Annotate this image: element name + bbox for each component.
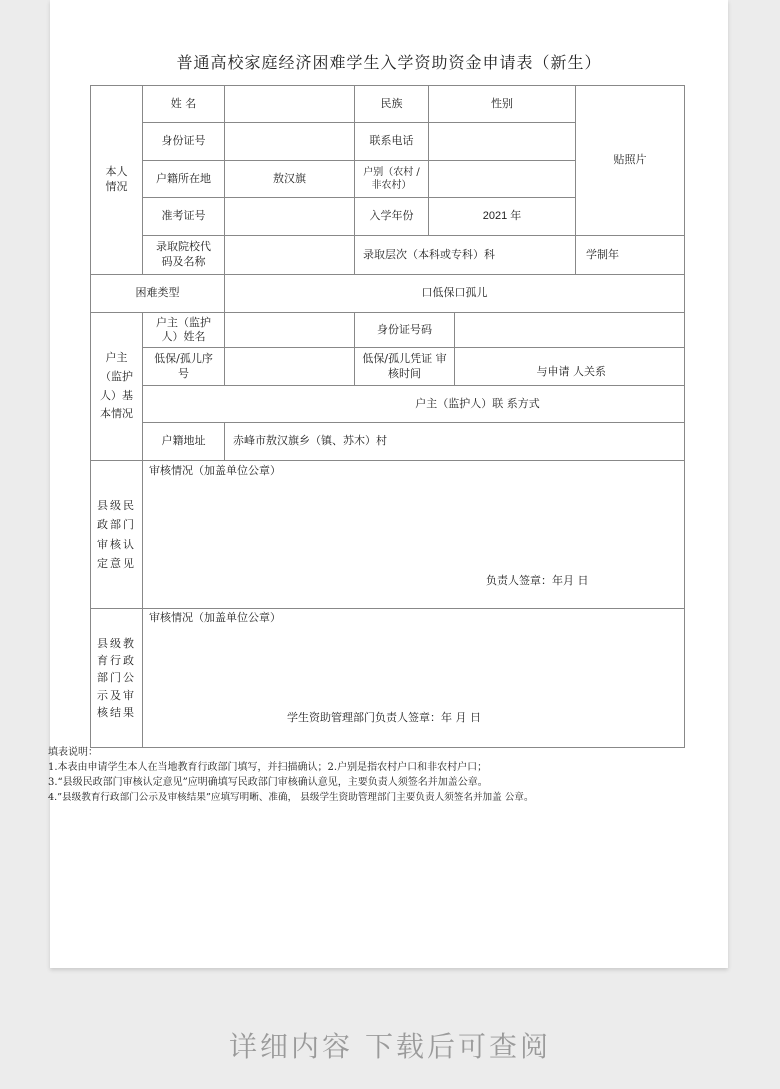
county-civil-label: 县级民政部门审核认定意见	[90, 460, 143, 609]
exam-no-value[interactable]	[224, 197, 355, 236]
school-label: 录取院校代 码及名称	[142, 235, 225, 275]
guardian-contact-row: 户主（监护人）联 系方式	[142, 385, 685, 423]
download-hint: 详细内容 下载后可查阅	[229, 1030, 551, 1063]
id-label: 身份证号	[142, 122, 225, 161]
county-civil-sign-label: 负责人签章：年月 日	[486, 574, 589, 587]
county-edu-review-label: 审核情况（加盖单位公章）	[149, 611, 281, 624]
hukou-location-label: 户籍所在地	[142, 160, 225, 198]
guardian-id-label: 身份证号码	[354, 312, 455, 348]
section-guardian-label: 户主（监护人）基本情况	[90, 312, 143, 461]
hukou-type-value[interactable]	[428, 160, 576, 198]
phone-value[interactable]	[428, 122, 576, 161]
gender-label: 性别	[428, 85, 576, 123]
phone-label: 联系电话	[354, 122, 429, 161]
county-edu-review-box[interactable]	[142, 608, 685, 748]
duration-label: 学制年	[575, 235, 685, 275]
difficulty-label: 困难类型	[90, 274, 225, 313]
county-edu-label: 县级教育行政部门公示及审核结果	[90, 608, 143, 748]
enroll-year-label: 入学年份	[354, 197, 429, 236]
address-value: 赤峰市敖汉旗乡（镇、苏木）村	[224, 422, 685, 461]
notes-header: 填表说明：	[48, 747, 98, 758]
id-value[interactable]	[224, 122, 355, 161]
relation-label: 与申请 人关系	[454, 347, 685, 386]
guardian-name-label: 户主（监护人）姓名	[142, 312, 225, 348]
cert-time-label: 低保/孤儿凭证 审核时间	[354, 347, 455, 386]
difficulty-value[interactable]: 口低保口孤儿	[224, 274, 685, 313]
name-value[interactable]	[224, 85, 355, 123]
fill-instructions	[48, 745, 658, 805]
hukou-location-value: 敖汉旗	[224, 160, 355, 198]
section-self-label: 本人情况	[90, 85, 143, 275]
address-label: 户籍地址	[142, 422, 225, 461]
school-value[interactable]	[224, 235, 355, 275]
county-civil-review-box[interactable]	[142, 460, 685, 609]
hukou-type-label: 户别（农村 / 非农村）	[354, 160, 429, 198]
note-item: 3.“县级民政部门审核认定意见”应明确填写民政部门审核确认意见，主要负责人须签名并加盖公章。	[48, 777, 488, 788]
county-edu-sign-label: 学生资助管理部门负责人签章：年 月 日	[287, 711, 481, 724]
enroll-year-value: 2021 年	[428, 197, 576, 236]
level-label: 录取层次（本科或专科）科	[354, 235, 576, 275]
form-title: 普通高校家庭经济困难学生入学资助资金申请表（新生）	[176, 53, 602, 72]
county-civil-review-label: 审核情况（加盖单位公章）	[149, 464, 281, 477]
ethnicity-label: 民族	[354, 85, 429, 123]
cert-no-label: 低保/孤儿序号	[142, 347, 225, 386]
note-item: 4.”县级教育行政部门公示及审核结果”应填写明晰、准确， 县级学生资助管理部门主要负责人须签名并加盖 公章。	[48, 792, 534, 803]
guardian-id-value[interactable]	[454, 312, 685, 348]
guardian-name-value[interactable]	[224, 312, 355, 348]
photo-box: 贴照片	[575, 85, 685, 236]
note-item: 1.本表由申请学生本人在当地教育行政部门填写，并扫描确认；2.户别是指农村户口和非农村户口；	[48, 762, 488, 773]
name-label: 姓 名	[142, 85, 225, 123]
exam-no-label: 准考证号	[142, 197, 225, 236]
cert-no-value[interactable]	[224, 347, 355, 386]
